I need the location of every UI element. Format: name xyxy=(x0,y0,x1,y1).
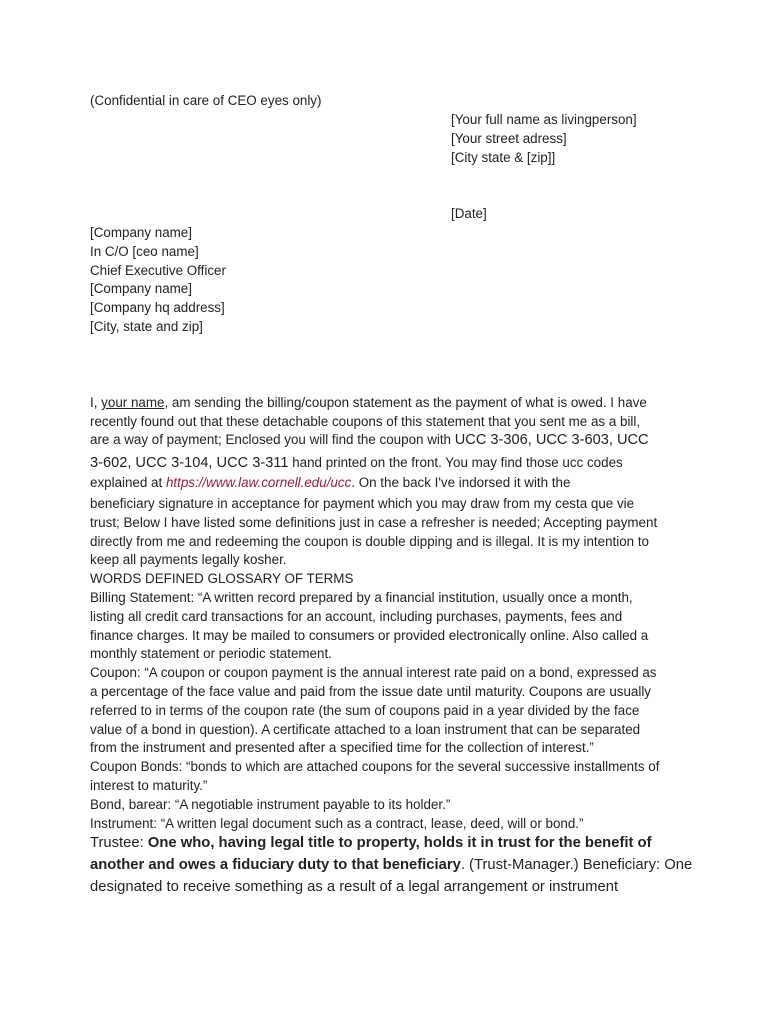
glossary-line: interest to maturity.” xyxy=(90,778,208,793)
your-name-field: your name xyxy=(101,395,165,410)
letter-date: [Date] xyxy=(451,206,487,221)
sender-name: [Your full name as livingperson] xyxy=(451,112,637,127)
glossary-line: Instrument: “A written legal document such as a contract, lease, deed, will or bond.” xyxy=(90,816,584,831)
paragraph-text: explained at xyxy=(90,475,166,490)
glossary-line: a percentage of the face value and paid from the issue date until maturity. Coupons are usually xyxy=(90,684,652,699)
paragraph-line-8: directly from me and redeeming the coupon is double dipping and is illegal. It is my intention to xyxy=(90,534,650,549)
paragraph-text: , am sending the billing/coupon statement as the payment of what is owed. I have xyxy=(164,395,647,410)
paragraph-text: are a way of payment; Enclosed you will find the coupon with xyxy=(90,432,455,447)
paragraph-text: . On the back I've indorsed it with the xyxy=(351,475,571,490)
recipient-company-2: [Company name] xyxy=(90,281,192,296)
trustee-line-2 xyxy=(90,854,692,876)
recipient-company: [Company name] xyxy=(90,225,192,240)
trustee-definition: One who, having legal title to property, holds it in trust for the benefit of xyxy=(147,835,652,851)
trustee-trailing-text: . (Trust-Manager.) Beneficiary: One xyxy=(460,857,693,873)
trustee-line-1 xyxy=(90,832,652,854)
glossary-heading: WORDS DEFINED GLOSSARY OF TERMS xyxy=(90,571,354,586)
glossary-line: listing all credit card transactions for an account, including purchases, payments, fees and xyxy=(90,609,623,624)
glossary-line: from the instrument and presented after a specified time for the collection of interest.” xyxy=(90,740,594,755)
paragraph-line-4 xyxy=(90,454,623,472)
trustee-definition: another and owes a fiduciary duty to that beneficiary xyxy=(90,857,461,873)
confidential-note: (Confidential in care of CEO eyes only) xyxy=(90,93,322,108)
paragraph-text: I, xyxy=(90,395,102,410)
recipient-title: Chief Executive Officer xyxy=(90,263,226,278)
paragraph-line-1 xyxy=(90,394,647,412)
recipient-city: [City, state and zip] xyxy=(90,319,203,334)
ucc-codes: UCC 3-306, UCC 3-603, UCC xyxy=(454,432,649,448)
paragraph-line-3 xyxy=(90,431,649,449)
paragraph-line-7: trust; Below I have listed some definitions just in case a refresher is needed; Accepting payment xyxy=(90,515,658,530)
glossary-line: value of a bond in question). A certificate attached to a loan instrument that can be separated xyxy=(90,722,641,737)
paragraph-line-6: beneficiary signature in acceptance for payment which you may draw from my cesta que vie xyxy=(90,496,635,511)
beneficiary-line: designated to receive something as a result of a legal arrangement or instrument xyxy=(90,879,619,895)
recipient-hq-address: [Company hq address] xyxy=(90,300,225,315)
glossary-line: Coupon Bonds: “bonds to which are attached coupons for the several successive installments of xyxy=(90,759,660,774)
cornell-ucc-link[interactable]: https://www.law.cornell.edu/ucc xyxy=(165,475,352,490)
glossary-line: referred to in terms of the coupon rate (the sum of coupons paid in a year divided by the face xyxy=(90,703,640,718)
glossary-line: monthly statement or periodic statement. xyxy=(90,646,332,661)
paragraph-line-9: keep all payments legally kosher. xyxy=(90,552,287,567)
ucc-codes: 3-602, UCC 3-104, UCC 3-311 xyxy=(90,455,289,471)
recipient-in-co: In C/O [ceo name] xyxy=(90,244,199,259)
sender-street: [Your street adress] xyxy=(451,131,567,146)
sender-city: [City state & [zip]] xyxy=(451,150,556,165)
glossary-line: Coupon: “A coupon or coupon payment is the annual interest rate paid on a bond, expressed as xyxy=(90,665,657,680)
glossary-line: Bond, barear: “A negotiable instrument payable to its holder.” xyxy=(90,797,451,812)
trustee-label: Trustee: xyxy=(90,835,148,851)
paragraph-text: hand printed on the front. You may find those ucc codes xyxy=(288,455,623,470)
glossary-line: Billing Statement: “A written record prepared by a financial institution, usually once a month, xyxy=(90,590,633,605)
paragraph-line-2: recently found out that these detachable coupons of this statement that you sent me as a bill, xyxy=(90,414,641,429)
paragraph-line-5 xyxy=(90,474,570,492)
glossary-line: finance charges. It may be mailed to consumers or provided electronically online. Also called a xyxy=(90,628,649,643)
